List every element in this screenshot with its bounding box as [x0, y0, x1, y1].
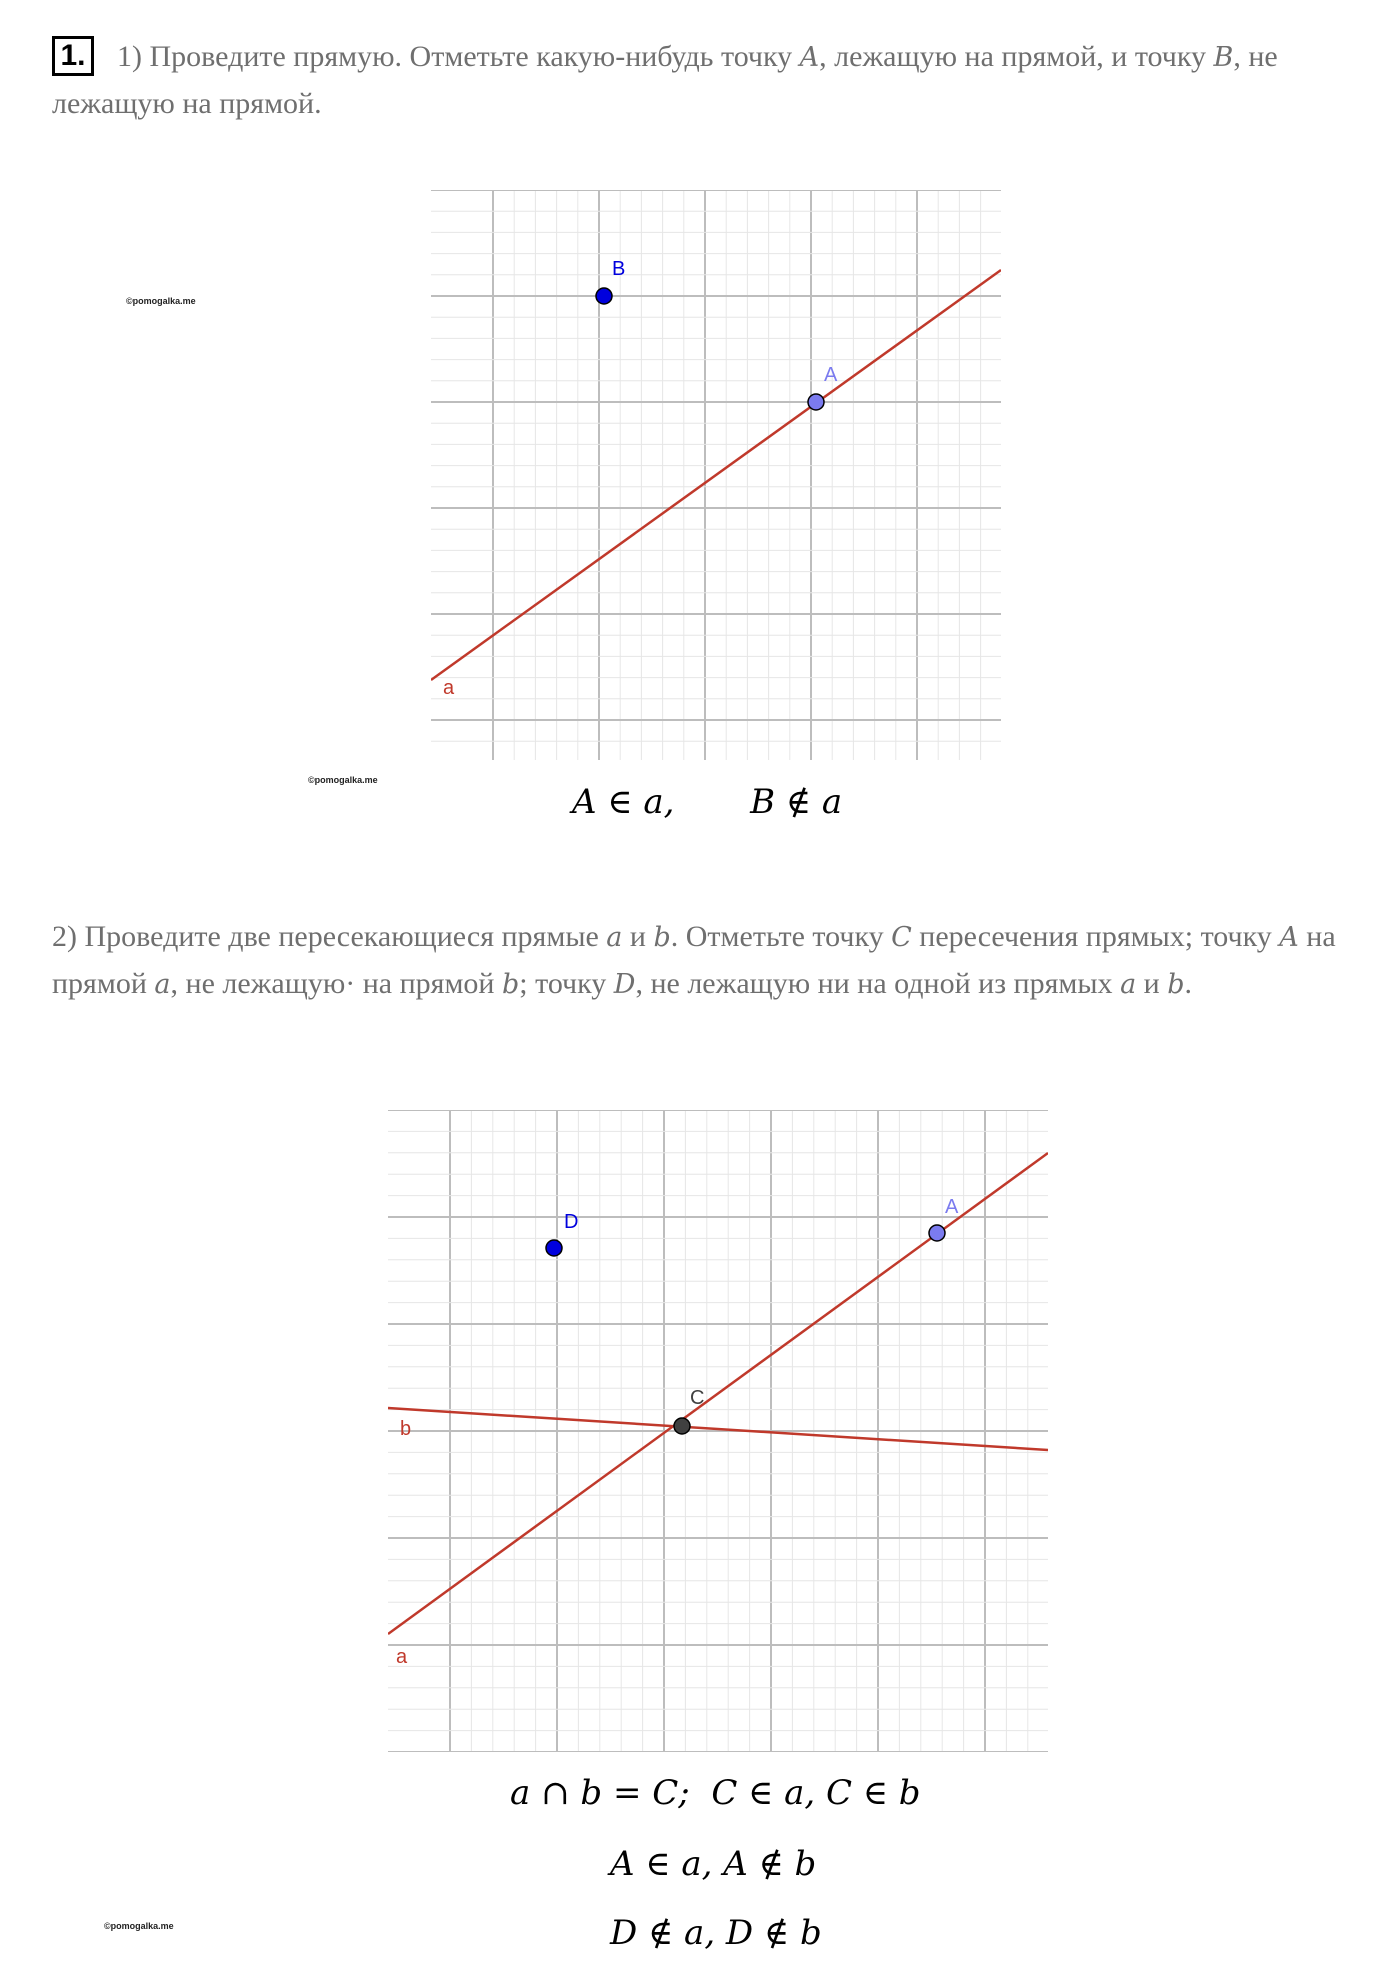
task2-text-part: 2) Проведите две пересекающиеся прямые — [52, 920, 607, 953]
point-D-label: D — [564, 1211, 579, 1233]
task2-text-part: , не лежащую· на прямой — [170, 967, 502, 1000]
point-C — [674, 1418, 690, 1434]
task2-var: D — [613, 969, 636, 1000]
point-A-label: A — [945, 1196, 959, 1218]
task1-graph — [431, 190, 1001, 760]
point-A — [929, 1225, 945, 1241]
task2-var: C — [891, 922, 912, 953]
task2-formula-point-D: D ∉ a, D ∉ b — [610, 1913, 822, 1953]
task2-text-part: на прямой — [52, 920, 1336, 1000]
task2-text-part: . — [1184, 967, 1193, 1000]
watermark: ©pomogalka.me — [126, 296, 196, 306]
point-D — [546, 1240, 562, 1256]
watermark: ©pomogalka.me — [308, 775, 378, 785]
task2-var: a — [606, 922, 623, 953]
task1-statement — [52, 34, 1372, 127]
task2-var: A — [1279, 922, 1299, 953]
task2-var: a — [1120, 969, 1137, 1000]
task2-var: b — [653, 922, 671, 953]
point-C-label: C — [690, 1387, 705, 1409]
task1-var: B — [1213, 42, 1234, 73]
task1-var: A — [799, 42, 820, 73]
point-A-label: A — [824, 364, 838, 386]
task1-graph-svg — [431, 190, 1001, 760]
task2-text-part: пересечения прямых; точку — [911, 920, 1280, 953]
task2-graph — [388, 1110, 1048, 1752]
line-a — [388, 1153, 1048, 1634]
task2-text-part: ; точку — [519, 967, 614, 1000]
task2-var: a — [154, 969, 171, 1000]
point-B — [596, 288, 612, 304]
task1-text-part: 1) Проведите прямую. Отметьте какую-нибудь точку — [117, 40, 800, 73]
task2-formula-intersection: a ∩ b = C; C ∈ a, C ∈ b — [510, 1773, 921, 1813]
task2-statement — [52, 914, 1372, 1008]
task-number: 1. — [52, 36, 94, 76]
task2-text-part: и — [1136, 967, 1168, 1000]
line-b-label: b — [400, 1418, 412, 1440]
task1-formula: A ∈ a, B ∉ a — [572, 782, 843, 822]
task2-text-part: и — [622, 920, 654, 953]
task2-text-part: , не лежащую ни на одной из прямых — [635, 967, 1121, 1000]
task1-text-part: , не лежащую на прямой. — [52, 40, 1278, 120]
line-a-label: a — [396, 1646, 408, 1668]
line-b — [388, 1408, 1048, 1450]
task2-var: b — [1167, 969, 1185, 1000]
watermark: ©pomogalka.me — [104, 1921, 174, 1931]
task2-formula-point-A: A ∈ a, A ∉ b — [610, 1844, 817, 1884]
task1-text-part: , лежащую на прямой, и точку — [819, 40, 1214, 73]
line-a — [431, 270, 1001, 680]
line-a-label: a — [443, 677, 455, 699]
task2-text-part: . Отметьте точку — [670, 920, 892, 953]
task2-graph-svg — [388, 1110, 1048, 1752]
task2-var: b — [501, 969, 520, 1000]
point-B-label: B — [612, 258, 626, 280]
point-A — [808, 394, 824, 410]
